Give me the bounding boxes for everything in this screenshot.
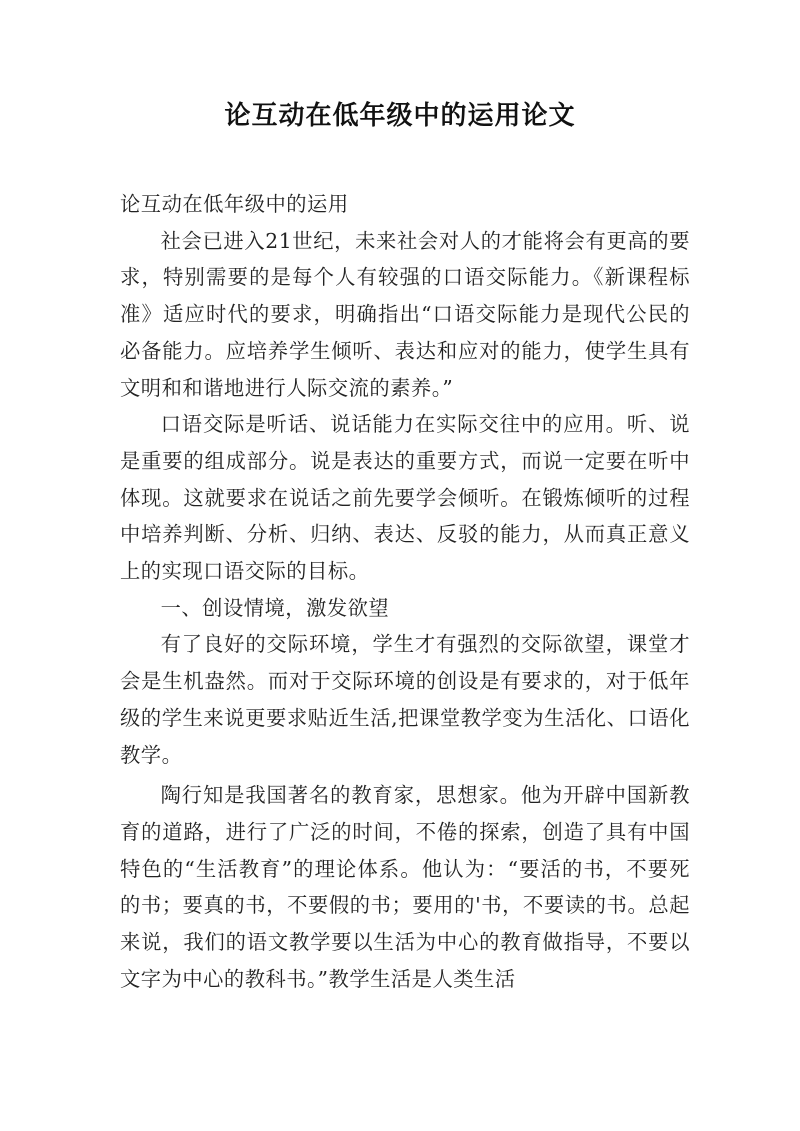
paragraph-environment: 有了良好的交际环境，学生才有强烈的交际欲望，课堂才会是生机盎然。而对于交际环境的创设是有要求的，对于低年级的学生来说更要求贴近生活,把课堂教学变为生活化、口语化教学。 [120, 632, 690, 767]
paragraph-oral-communication: 口语交际是听话、说话能力在实际交往中的应用。听、说是重要的组成部分。说是表达的重要方式，而说一定要在听中体现。这就要求在说话之前先要学会倾听。在锻炼倾听的过程中培养判断、分析、归纳、表达、反驳的能力，从而真正意义上的实现口语交际的目标。 [120, 412, 690, 584]
paragraph-tao-xingzhi: 陶行知是我国著名的教育家，思想家。他为开辟中国新教育的道路，进行了广泛的时间，不倦的探索，创造了具有中国特色的“生活教育”的理论体系。他认为：“要活的书，不要死的书；要真的书，不要假的书；要用的'书，不要读的书。总起来说，我们的语文教学要以生活为中心的教育做指导，不要以文字为中心的教科书。”教学生活是人类生活 [120, 783, 690, 991]
document-subtitle: 论互动在低年级中的运用 [120, 192, 349, 216]
paragraph-intro: 社会已进入21世纪，未来社会对人的才能将会有更高的要求，特别需要的是每个人有较强的口语交际能力。《新课程标准》适应时代的要求，明确指出“口语交际能力是现代公民的必备能力。应培养学生倾听、表达和应对的能力，使学生具有文明和和谐地进行人际交流的素养。” [120, 228, 690, 400]
document-body [120, 186, 690, 997]
document-title: 论互动在低年级中的运用论文 [224, 101, 576, 131]
section-heading-1: 一、创设情境，激发欲望 [160, 595, 390, 620]
